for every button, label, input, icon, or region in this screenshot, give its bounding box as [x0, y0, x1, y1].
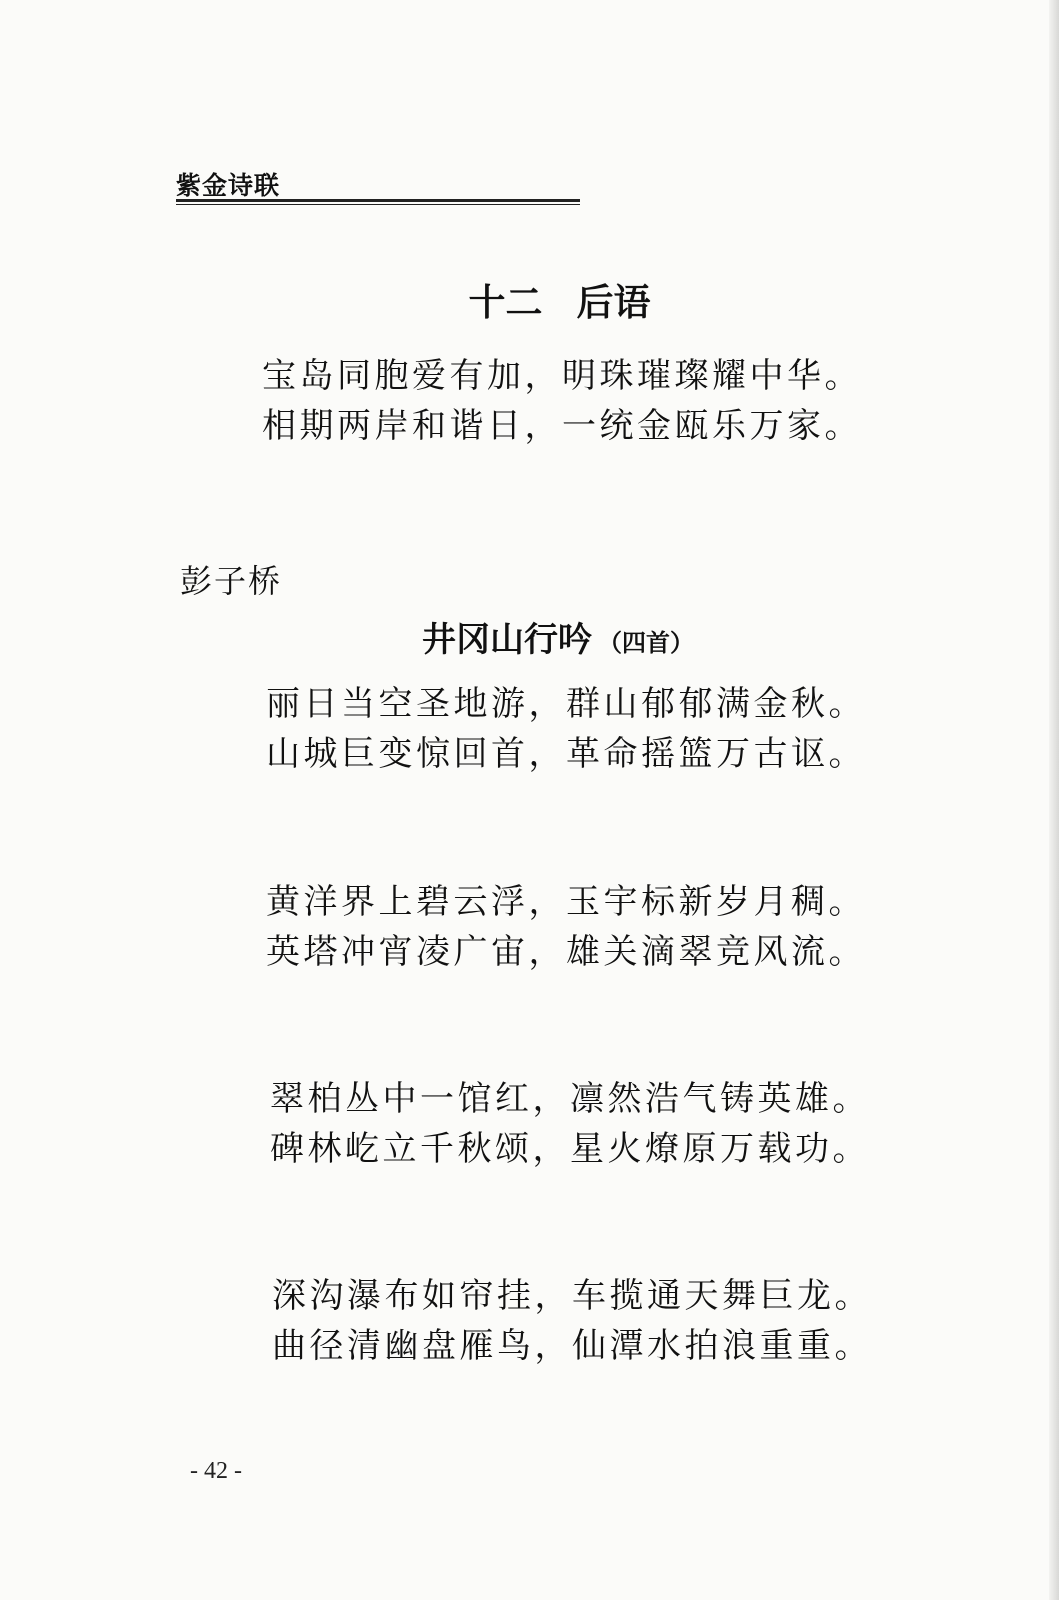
section-line-2: 相期两岸和谐日，一统金瓯乐万家。 [262, 406, 862, 446]
section-title [0, 272, 1059, 326]
poem-author: 彭子桥 [180, 562, 283, 600]
stanza-2-line-1: 黄洋界上碧云浮，玉宇标新岁月稠。 [266, 882, 866, 922]
page-edge [1049, 0, 1059, 1600]
stanza-3-line-2: 碑林屹立千秋颂，星火燎原万载功。 [270, 1129, 870, 1169]
running-header: 紫金诗联 [176, 171, 281, 200]
stanza-4-line-1: 深沟瀑布如帘挂，车揽通天舞巨龙。 [272, 1276, 872, 1316]
poem-title-note: （四首） [598, 629, 694, 657]
poem-title-text: 井冈山行吟 [422, 620, 592, 660]
section-heading: 后语 [576, 281, 651, 324]
stanza-1-line-2: 山城巨变惊回首，革命摇篮万古讴。 [266, 734, 866, 774]
stanza-4-line-2: 曲径清幽盘雁鸟，仙潭水拍浪重重。 [272, 1326, 872, 1366]
poem-title [422, 612, 694, 661]
section-line-1: 宝岛同胞爱有加，明珠璀璨耀中华。 [262, 356, 862, 396]
header-rule [176, 199, 580, 205]
page-number: - 42 - [190, 1458, 242, 1484]
section-number: 十二 [468, 281, 543, 324]
stanza-3-line-1: 翠柏丛中一馆红，凛然浩气铸英雄。 [270, 1079, 870, 1119]
stanza-1-line-1: 丽日当空圣地游，群山郁郁满金秋。 [266, 684, 866, 724]
stanza-2-line-2: 英塔冲宵凌广宙，雄关滴翠竞风流。 [266, 932, 866, 972]
